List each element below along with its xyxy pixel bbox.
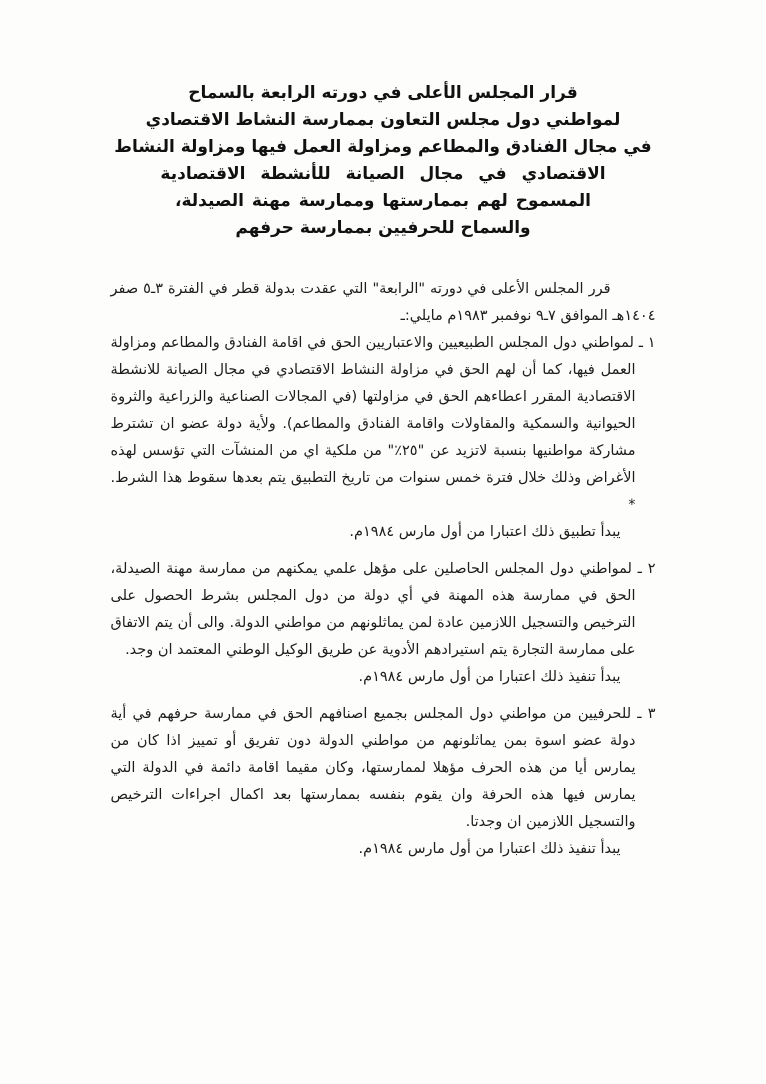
item-1-number: ١ ـ [638, 335, 656, 351]
preamble-paragraph: قرر المجلس الأعلى في دورته "الرابعة" التي عقدت بدولة قطر في الفترة ٣ـ٥ صفر ١٤٠٤هـ الموافق ٧ـ٩ نوفمبر ١٩٨٣م مايلي:ـ [110, 281, 656, 324]
title-line-2: لمواطني دول مجلس التعاون بممارسة النشاط الاقتصادي [145, 110, 621, 130]
item-3-text [111, 701, 656, 836]
item-2-effective-date-line: يبدأ تنفيذ ذلك اعتبارا من أول مارس ١٩٨٤م. [358, 669, 621, 685]
document-body [111, 276, 656, 863]
text-column [111, 0, 656, 863]
title-line-3: في مجال الفنادق والمطاعم ومزاولة العمل فيها ومزاولة النشاط [114, 137, 652, 157]
item-1-body: لمواطني دول المجلس الطبيعيين والاعتباريين الحق في اقامة الفنادق والمطاعم ومزاولة العمل فيها، كما أن لهم الحق في مزاولة النشاط الاقتصادي في مجال الصيانة للانشطة الاقتصادية المقرر اعطاءهم الحق في مزاولتها (في المجالات الصناعية والزراعية والثروة الحيوانية والسمكية والمقاولات واقامة الفنادق والمطاعم). ولأية دولة عضو ان تشترط مشاركة مواطنيها بنسبة لاتزيد عن "٢٥٪" من ملكية اي من المنشآت التي تؤسس لهذه الأغراض وذلك خلال فترة خمس سنوات من تاريخ التطبيق يتم بعدها سقوط هذا الشرط. * [110, 335, 636, 513]
title-line-4: الاقتصادي في مجال الصيانة للأنشطة الاقتصادية [160, 164, 606, 184]
decision-item-2 [111, 556, 656, 691]
item-3-effective-date-line: يبدأ تنفيذ ذلك اعتبارا من أول مارس ١٩٨٤م. [358, 841, 621, 857]
item-2-number: ٢ ـ [637, 561, 656, 577]
decision-item-1 [111, 330, 656, 546]
title-line-6: والسماح للحرفيين بممارسة حرفهم [235, 218, 531, 238]
item-1-effective-date-line: يبدأ تطبيق ذلك اعتبارا من أول مارس ١٩٨٤م. [349, 524, 621, 540]
item-1-text [111, 330, 656, 519]
item-3-number: ٣ ـ [637, 706, 656, 722]
item-2-text [111, 556, 656, 664]
decision-item-3 [111, 701, 656, 863]
title-line-1: قرار المجلس الأعلى في دورته الرابعة بالسماح [188, 83, 578, 103]
item-3-body: للحرفيين من مواطني دول المجلس بجميع اصنافهم الحق في ممارسة حرفهم في أية دولة عضو اسوة بمن يماثلونهم من مواطني الدولة دون تفريق أو تمييز اذا كان من يمارس أيا من هذه الحرف مؤهلا لممارستها، وكان مقيما اقامة دائمة في الدولة التي يمارس فيها هذه الحرفة وان يقوم بنفسه بممارستها بعد اكمال اجراءات الترخيص والتسجيل اللازمين ان وجدتا. [110, 706, 636, 830]
title-line-5: المسموح لهم بممارستها وممارسة مهنة الصيدلة، [175, 191, 591, 211]
item-2-body: لمواطني دول المجلس الحاصلين على مؤهل علمي يمكنهم من ممارسة مهنة الصيدلة، الحق في ممارسة هذه المهنة في أي دولة من دول المجلس بشرط الحصول على الترخيص والتسجيل اللازمين عادة لمن يماثلونهم من مواطني الدولة. والى أن يتم الاتفاق على ممارسة التجارة يتم استيرادهم الأدوية عن طريق الوكيل الوطني المعتمد ان وجد. [110, 561, 636, 658]
document-title [111, 0, 656, 242]
